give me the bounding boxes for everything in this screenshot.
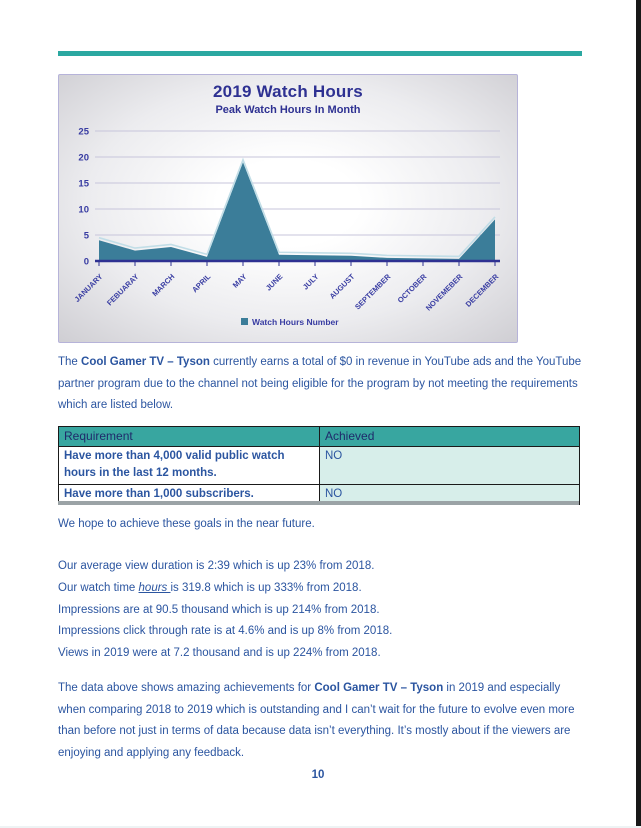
svg-text:JANUARY: JANUARY — [72, 272, 105, 304]
svg-text:FEBUARAY: FEBUARAY — [105, 272, 141, 308]
achieved-cell: NO — [320, 447, 580, 485]
svg-text:JULY: JULY — [300, 272, 321, 292]
page-number: 10 — [311, 769, 325, 781]
svg-text:DECEMBER: DECEMBER — [463, 272, 501, 309]
stat-line-views: Views in 2019 were at 7.2 thousand and is up 224% from 2018. — [58, 647, 381, 660]
stat-line-watch-time: Our watch time hours is 319.8 which is up 333% from 2018. — [58, 581, 362, 594]
stats-block — [58, 556, 582, 665]
svg-text:AUGUST: AUGUST — [327, 272, 357, 301]
svg-text:APRIL: APRIL — [190, 272, 213, 295]
requirement-cell: Have more than 4,000 valid public watch hours in the last 12 months. — [59, 447, 320, 485]
svg-text:OCTOBER: OCTOBER — [395, 272, 429, 305]
area-chart-plot — [59, 75, 517, 342]
stat-line-view-duration: Our average view duration is 2:39 which is up 23% from 2018. — [58, 560, 375, 572]
table-header-requirement: Requirement — [59, 427, 320, 447]
stat-line-impressions: Impressions are at 90.5 thousand which is up 214% from 2018. — [58, 603, 380, 616]
chart-subtitle: Peak Watch Hours In Month — [215, 104, 361, 116]
intro-paragraph: The Cool Gamer TV – Tyson currently earns a total of $0 in revenue in YouTube ads and the YouTube partner program due to the channel not being eligible for the program by not meeting the requirements which are listed below. — [58, 356, 582, 412]
table-header-row — [59, 427, 580, 447]
svg-text:0: 0 — [83, 256, 89, 268]
stat-line-click-through: Impressions click through rate is at 4.6% and is up 8% from 2018. — [58, 625, 393, 638]
svg-text:MAY: MAY — [230, 272, 249, 290]
svg-text:10: 10 — [78, 204, 89, 216]
requirements-table — [58, 426, 580, 505]
svg-text:MARCH: MARCH — [150, 272, 177, 299]
svg-text:JUNE: JUNE — [263, 272, 285, 293]
svg-text:5: 5 — [83, 230, 89, 242]
svg-text:SEPTEMBER: SEPTEMBER — [353, 272, 393, 312]
chart-title: 2019 Watch Hours — [213, 82, 363, 101]
table-bottom-shadow — [58, 501, 579, 505]
svg-text:Watch Hours Number: Watch Hours Number — [252, 317, 339, 327]
svg-text:25: 25 — [78, 126, 89, 138]
hope-paragraph: We hope to achieve these goals in the near future. — [58, 518, 315, 530]
scan-edge-band — [636, 0, 641, 828]
table-header-achieved: Achieved — [320, 427, 580, 447]
svg-text:15: 15 — [78, 178, 89, 190]
requirement-cell: Have more than 1,000 subscribers. — [59, 485, 320, 505]
table-row — [59, 447, 580, 485]
achieved-cell: NO — [320, 485, 580, 505]
svg-text:NOVEMEBER: NOVEMEBER — [423, 272, 465, 313]
closing-paragraph: The data above shows amazing achievements for Cool Gamer TV – Tyson in 2019 and especially when comparing 2018 to 2019 which is outstanding and I can’t wait for the future to evolve even more than before not just in terms of data because data isn’t everything. It’s mostly about if the viewers are enjoying and applying any feedback. — [58, 682, 575, 760]
watch-hours-chart — [58, 74, 518, 343]
horizontal-rule — [58, 51, 582, 56]
svg-text:20: 20 — [78, 152, 89, 164]
